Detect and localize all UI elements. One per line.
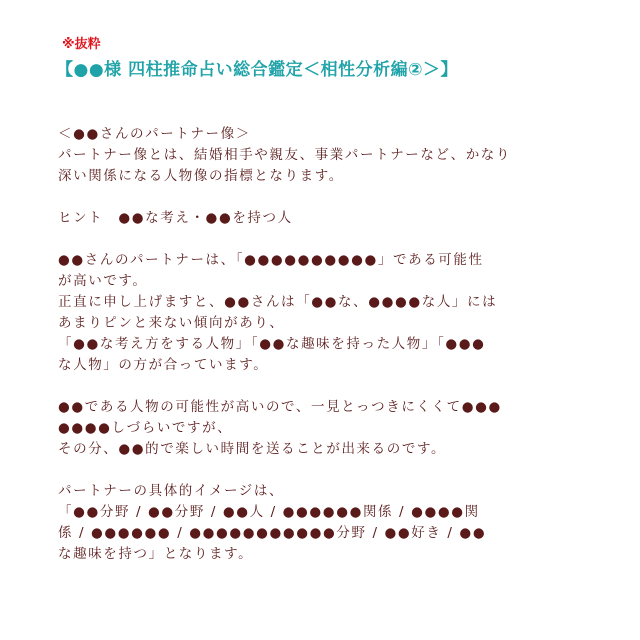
paragraph-line: 「●●分野 / ●●分野 / ●●人 / ●●●●●●関係 / ●●●●関 xyxy=(58,504,480,520)
intro-line: パートナー像とは、結婚相手や親友、事業パートナーなど、かなり xyxy=(58,147,511,163)
excerpt-label: ※抜粋 xyxy=(62,37,101,52)
paragraph-line: 正直に申し上げますと、●●さんは「●●な、●●●●な人」には xyxy=(58,294,498,310)
paragraph-line: な趣味を持つ」となります。 xyxy=(58,546,254,562)
paragraph-line: あまりピンと来ない傾向があり、 xyxy=(58,315,285,331)
page-title: 【●●様 四柱推命占い総合鑑定＜相性分析編②＞】 xyxy=(56,60,458,80)
paragraph-line: ●●●●しづらいですが、 xyxy=(58,420,233,436)
intro-line: 深い関係になる人物像の指標となります。 xyxy=(58,168,344,184)
paragraph-line: 係 / ●●●●●● / ●●●●●●●●●●●分野 / ●●好き / ●● xyxy=(58,525,487,541)
reading-body xyxy=(58,124,578,565)
paragraph-line: 「●●な考え方をする人物」「●●な趣味を持った人物」「●●● xyxy=(58,336,486,352)
section-heading: ＜●●さんのパートナー像＞ xyxy=(58,126,251,142)
paragraph-line: ●●である人物の可能性が高いので、一見とっつきにくくて●●● xyxy=(58,399,502,415)
paragraph-line: パートナーの具体的イメージは、 xyxy=(58,483,285,499)
paragraph-line: な人物」の方が合っています。 xyxy=(58,357,269,373)
hint-line: ヒント ●●な考え・●●を持つ人 xyxy=(58,210,293,226)
paragraph-line: ●●さんのパートナーは、「●●●●●●●●●●」である可能性 xyxy=(58,252,484,268)
paragraph-line: その分、●●的で楽しい時間を送ることが出来るのです。 xyxy=(58,441,447,457)
paragraph-line: が高いです。 xyxy=(58,273,148,289)
